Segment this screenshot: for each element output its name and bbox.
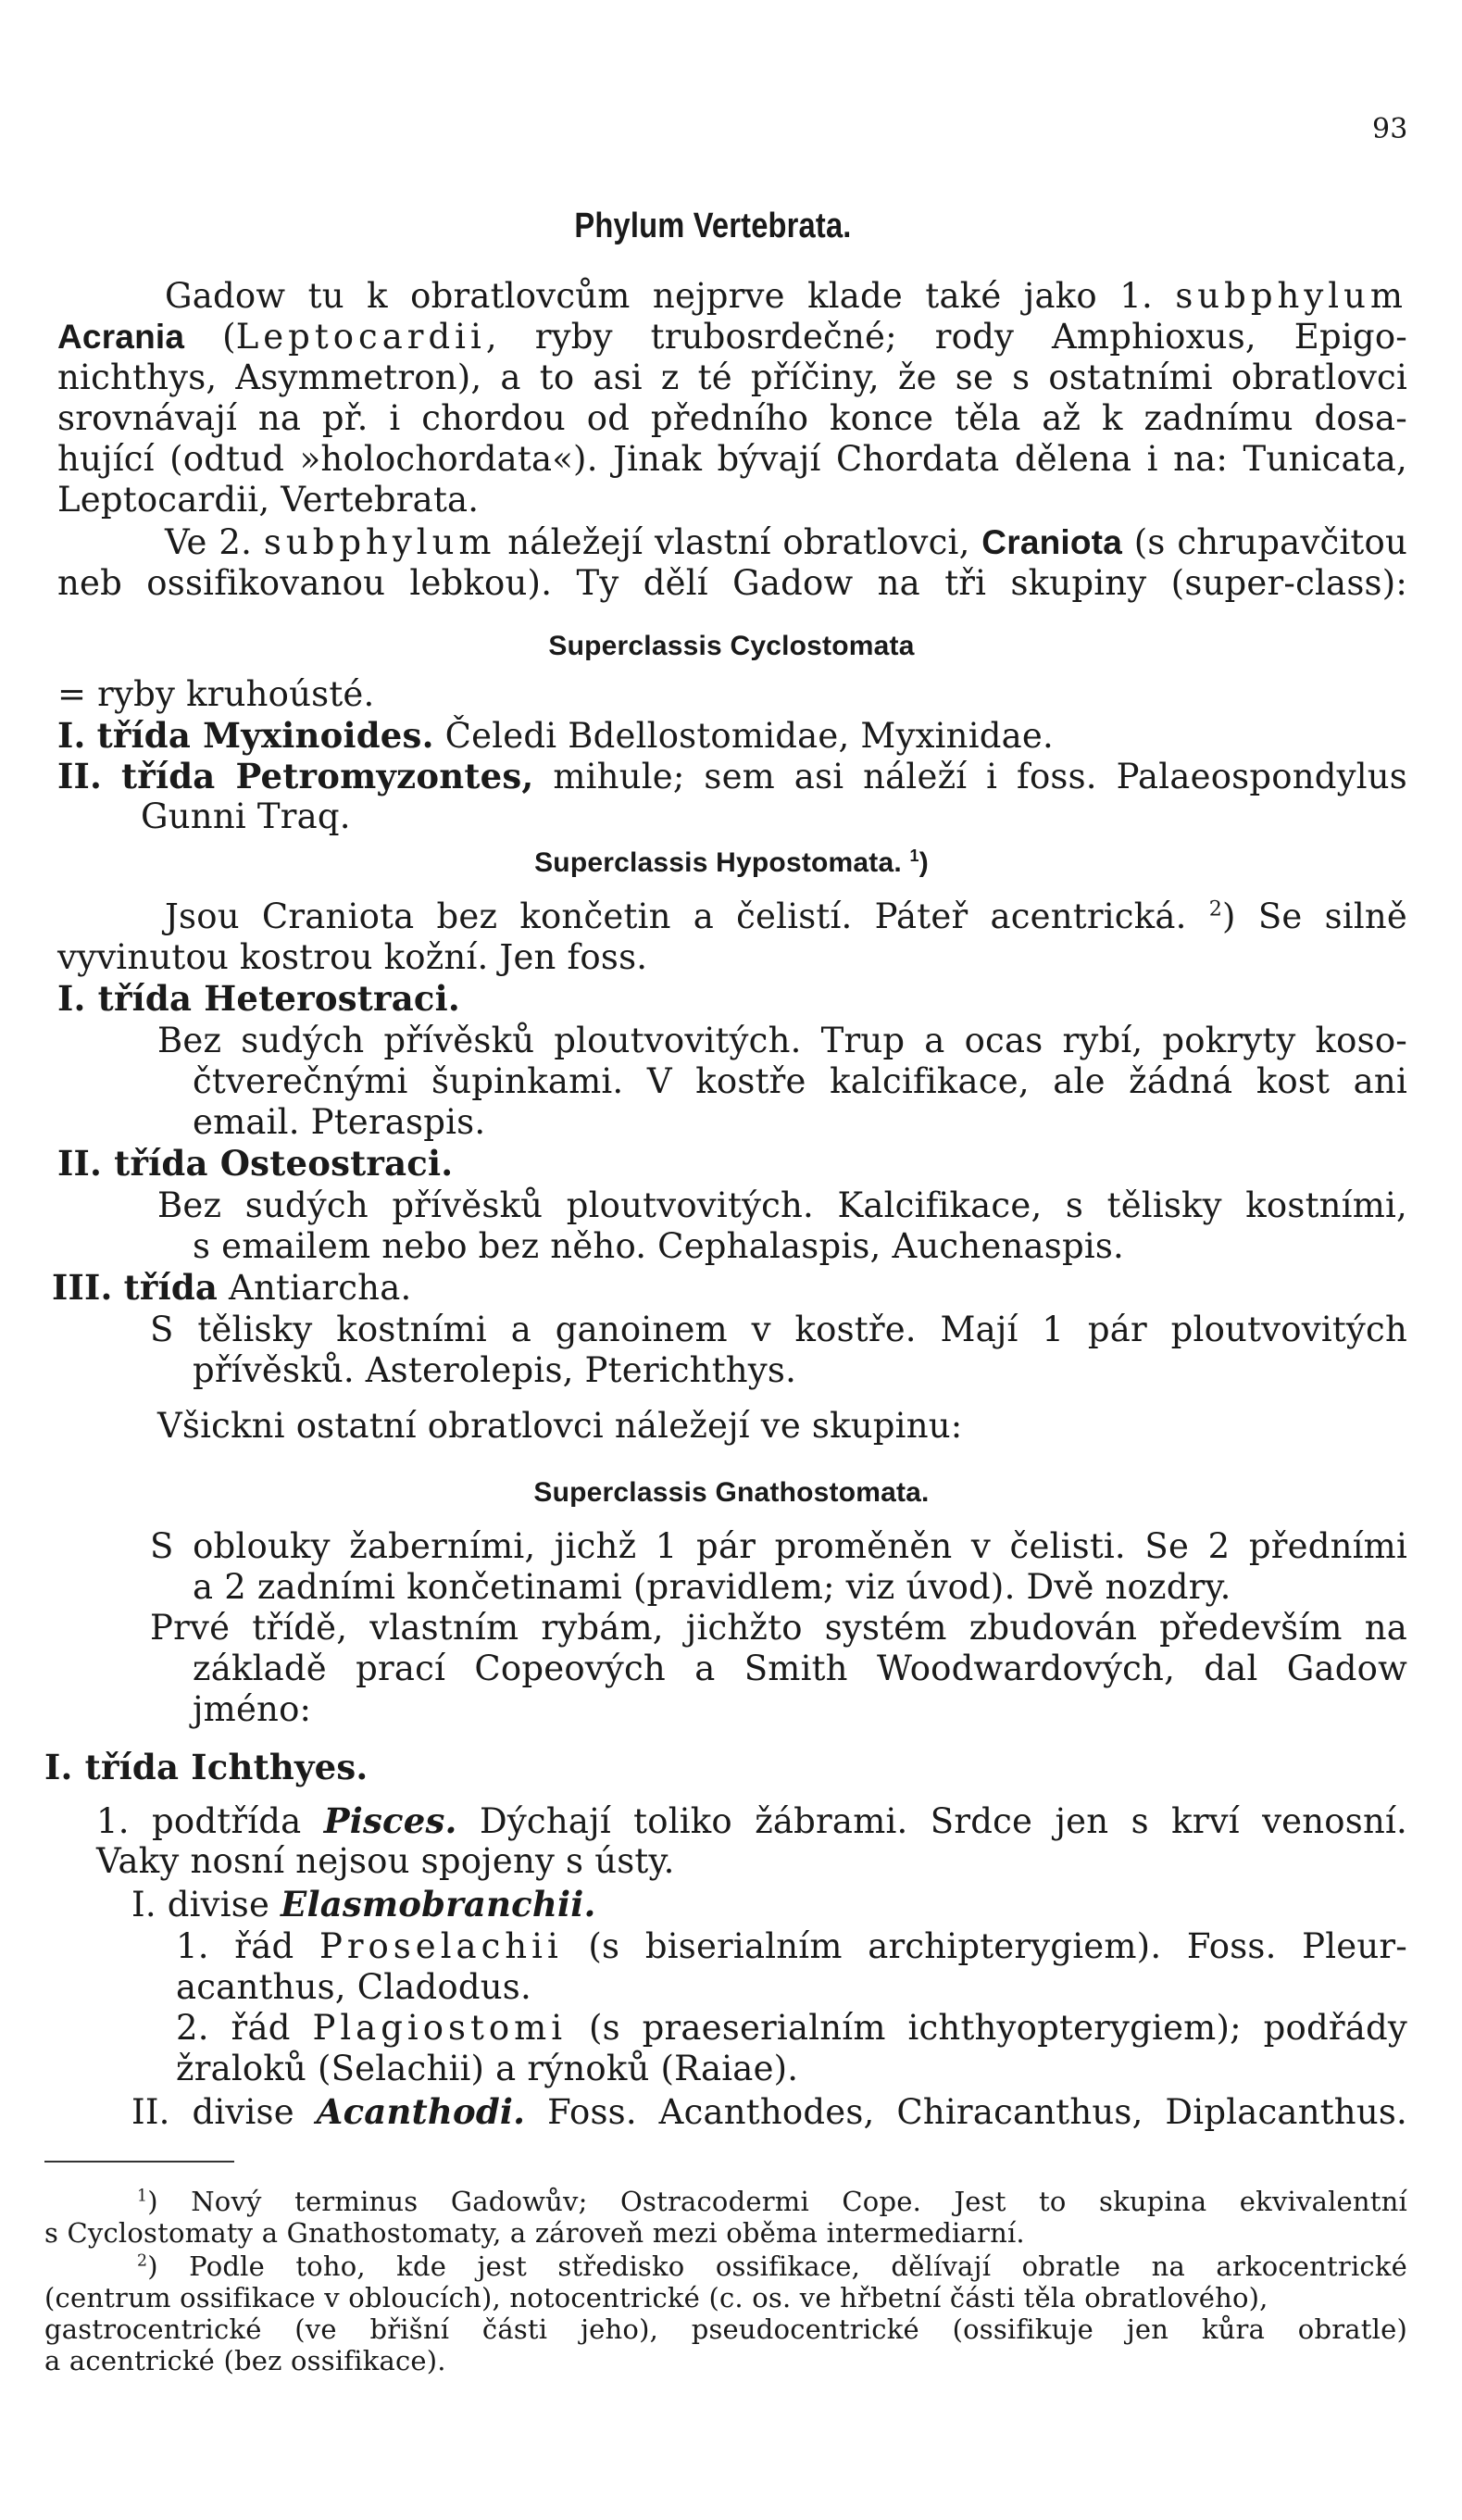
hypostomata-class-1-line-2: čtverečnými šupinkami. V kostře kalcifikace, ale žádná kost ani <box>193 1061 1407 1101</box>
order-plagiostomi-cont: žraloků (Selachii) a rýnoků (Raiae). <box>176 2049 799 2088</box>
gnathostomata-line-1: S oblouky žaberními, jichž 1 pár proměněn v čelisti. Se 2 předními <box>150 1526 1407 1566</box>
hypostomata-class-3-line-2: přívěsků. Asterolepis, Pterichthys. <box>193 1350 797 1390</box>
gnathostomata-line-2: a 2 zadními končetinami (pravidlem; viz úvod). Dvě nozdry. <box>193 1567 1231 1607</box>
footnote-1-line-2: s Cyclostomaty a Gnathostomaty, a zároveň mezi oběma intermediarní. <box>44 2217 1025 2249</box>
hypostomata-class-1: I. třída Heterostraci. <box>57 978 460 1019</box>
footnote-ref-1: 1 <box>909 846 919 865</box>
hypostomata-class-2-line-2: s emailem nebo bez něho. Cephalaspis, Auchenaspis. <box>193 1226 1125 1266</box>
division-acanthodi: II. divise Acanthodi. Foss. Acanthodes, Chiracanthus, Diplacanthus. <box>131 2091 1407 2132</box>
subclass-pisces: 1. podtřída Pisces. Dýchají toliko žábrami. Srdce jen s krví venosní. <box>96 1800 1407 1841</box>
hypostomata-class-2: II. třída Osteostraci. <box>57 1143 454 1184</box>
cyclostomata-class-1: I. třída Myxinoides. Čeledi Bdellostomidae, Myxinidae. <box>57 715 1054 756</box>
class-ichthyes: I. třída Ichthyes. <box>44 1747 369 1787</box>
gnathostomata-line-3: Prvé třídě, vlastním rybám, jichžto systém zbudován především na <box>150 1608 1407 1648</box>
hypostomata-line-2: vyvinutou kostrou kožní. Jen foss. <box>57 937 648 977</box>
intro-line-2: Acrania (Leptocardii, ryby trubosrdečné; rody Amphioxus, Epigo- <box>57 317 1407 357</box>
intro-line-8: neb ossifikovanou lebkou). Ty dělí Gadow na tři skupiny (super-class): <box>57 563 1407 603</box>
intro-line-6: Leptocardii, Vertebrata. <box>57 480 480 520</box>
intro-line-7: Ve 2. subphylum náležejí vlastní obratlovci, Craniota (s chrupavčitou <box>165 522 1407 562</box>
order-plagiostomi: 2. řád Plagiostomi (s praeserialním ichthyopterygiem); podřády <box>176 2008 1407 2048</box>
cyclostomata-class-2-cont: Gunni Traq. <box>141 796 351 836</box>
hypostomata-line-1: Jsou Craniota bez končetin a čelistí. Páteř acentrická. $^2$) Se silně <box>165 896 1407 936</box>
subclass-pisces-cont: Vaky nosní nejsou spojeny s ústy. <box>96 1841 675 1881</box>
heading-hypostomata: Superclassis Hypostomata. $^1$) <box>534 846 929 878</box>
footnote-ref-2: 2 <box>1208 896 1223 921</box>
hypostomata-class-1-line-3: email. Pteraspis. <box>193 1102 486 1142</box>
page-title: Phylum Vertebrata. <box>574 207 852 245</box>
gnathostomata-line-4: základě prací Copeových a Smith Woodwardových, dal Gadow <box>193 1649 1407 1688</box>
heading-gnathostomata: Superclassis Gnathostomata. <box>533 1477 930 1508</box>
hypostomata-class-1-line-1: Bez sudých přívěsků ploutvovitých. Trup a ocas rybí, pokryty koso- <box>157 1021 1407 1060</box>
footnote-2-line-4: a acentrické (bez ossifikace). <box>44 2345 446 2376</box>
hypostomata-class-3-line-1: S tělisky kostními a ganoinem v kostře. Mají 1 pár ploutvovitých <box>150 1310 1407 1349</box>
order-proselachii: 1. řád Proselachii (s biserialním archipterygiem). Foss. Pleur- <box>176 1926 1407 1966</box>
hypostomata-closing: Všickni ostatní obratlovci náležejí ve skupinu: <box>157 1406 963 1446</box>
intro-line-3: nichthys, Asymmetron), a to asi z té příčiny, že se s ostatními obratlovci <box>57 357 1407 397</box>
footnote-1-line-1: $^1$) Nový terminus Gadowův; Ostracodermi Cope. Jest to skupina ekvivalentní <box>137 2186 1407 2217</box>
intro-line-1: Gadow tu k obratlovcům nejprve klade také jako 1. subphylum <box>165 276 1407 316</box>
footnote-divider <box>44 2161 234 2163</box>
division-elasmobranchii: I. divise Elasmobranchii. <box>131 1884 596 1924</box>
order-proselachii-cont: acanthus, Cladodus. <box>176 1967 531 2007</box>
footnote-2-line-2: (centrum ossifikace v obloucích), notocentrické (c. os. ve hřbetní části těla obratlového), <box>44 2282 1268 2313</box>
intro-line-4: srovnávají na př. i chordou od předního konce těla až k zadnímu dosa- <box>57 398 1407 438</box>
heading-cyclostomata: Superclassis Cyclostomata <box>548 631 915 661</box>
gnathostomata-line-5: jméno: <box>193 1689 312 1729</box>
hypostomata-class-2-line-1: Bez sudých přívěsků ploutvovitých. Kalcifikace, s tělisky kostními, <box>157 1185 1407 1225</box>
footnote-2-line-3: gastrocentrické (ve břišní části jeho), pseudocentrické (ossifikuje jen kůra obratle) <box>44 2313 1407 2345</box>
intro-line-5: hující (odtud »holochordata«). Jinak bývají Chordata dělena i na: Tunicata, <box>57 439 1407 479</box>
cyclostomata-line-1: = ryby kruhoústé. <box>57 674 375 714</box>
page-number: 93 <box>1372 113 1408 145</box>
hypostomata-class-3: III. třída Antiarcha. <box>52 1267 412 1308</box>
footnote-2-line-1: $^2$) Podle toho, kde jest středisko ossifikace, dělívají obratle na arkocentrické <box>137 2250 1407 2282</box>
cyclostomata-class-2: II. třída Petromyzontes, mihule; sem asi náleží i foss. Palaeospondylus <box>57 756 1407 796</box>
